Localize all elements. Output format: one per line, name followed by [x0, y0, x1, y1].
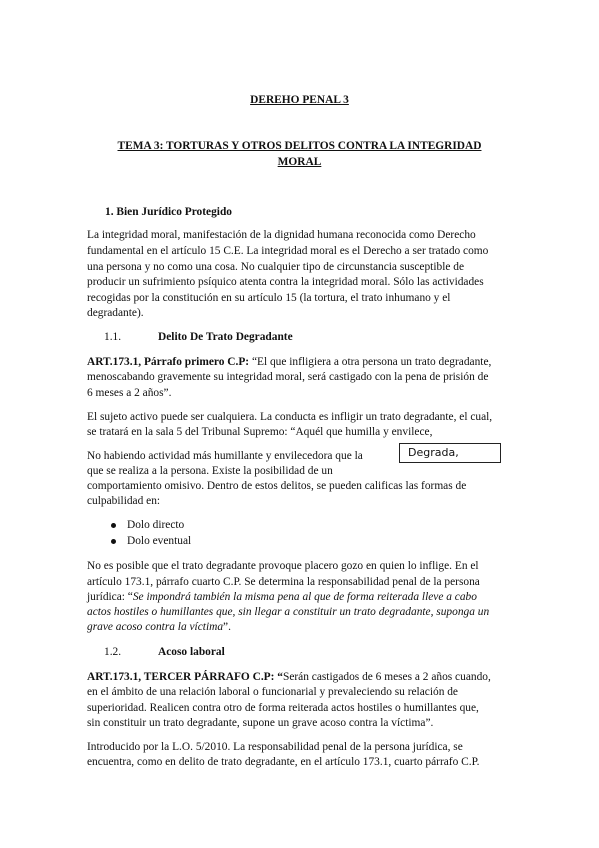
- paragraph-line: [87, 590, 477, 606]
- article-line: menoscabando gravemente su integridad moral, será castigado con la pena de prisión de: [87, 371, 489, 383]
- paragraph-text: jurídica: “: [87, 591, 133, 603]
- article-reference: ART.173.1, TERCER PÁRRAFO C.P: “: [87, 671, 283, 683]
- paragraph-line: No es posible que el trato degradante provoque placero gozo en quien lo inflige. En el: [87, 560, 479, 572]
- article-line: [87, 355, 491, 371]
- paragraph-line: No habiendo actividad más humillante y envilecedora que la: [87, 450, 363, 462]
- paragraph-line: que se realiza a la persona. Existe la posibilidad de un: [87, 465, 333, 477]
- article-line: 6 meses a 2 años”.: [87, 387, 172, 399]
- document-title: DEREHO PENAL 3: [250, 94, 349, 106]
- paragraph-line: fundamental en el artículo 15 C.E. La integridad moral es el Derecho a ser tratado como: [87, 245, 489, 257]
- bullet-icon: [111, 523, 116, 528]
- paragraph-line: encuentra, como en delito de trato degradante, en el artículo 173.1, cuarto párrafo C.P.: [87, 756, 480, 768]
- article-line: [87, 670, 491, 686]
- paragraph-line: El sujeto activo puede ser cualquiera. La conducta es infligir un trato degradante, el cual,: [87, 411, 493, 423]
- quoted-text: Se impondrá también la misma pena al que de forma reiterada lleve a cabo: [132, 591, 477, 603]
- article-line: en el ámbito de una relación laboral o funcionarial y prevaleciendo su relación de: [87, 686, 458, 698]
- article-line: superioridad. Realicen contra otro de forma reiterada actos hostiles o humillantes que,: [87, 702, 479, 714]
- paragraph-line: La integridad moral, manifestación de la dignidad humana reconocida como Derecho: [87, 229, 476, 241]
- subsection-number: 1.2.: [104, 646, 122, 658]
- article-reference: ART.173.1, Párrafo primero C.P:: [87, 356, 250, 368]
- quoted-text: actos hostiles o humillantes que, sin llegar a constituir un trato degradante, suponga un: [87, 606, 490, 618]
- paragraph-line: [87, 620, 231, 636]
- list-item: Dolo eventual: [127, 535, 192, 547]
- bullet-icon: [111, 539, 116, 544]
- text-box[interactable]: Degrada,: [399, 443, 501, 463]
- subsection-heading: Acoso laboral: [158, 646, 225, 658]
- paragraph-line: culpabilidad en:: [87, 495, 161, 507]
- topic-heading-line2: MORAL: [277, 156, 322, 168]
- article-text: “El que infligiera a otra persona un trato degradante,: [249, 356, 492, 368]
- paragraph-line: Introducido por la L.O. 5/2010. La responsabilidad penal de la persona jurídica, se: [87, 741, 463, 753]
- quoted-text: grave acoso contra la víctima: [87, 621, 224, 633]
- subsection-heading: Delito De Trato Degradante: [158, 331, 293, 343]
- article-line: sin constituir un trato degradante, supone un grave acoso contra la víctima”.: [87, 717, 434, 729]
- paragraph-line: se tratará en la sala 5 del Tribunal Supremo: “Aquél que humilla y envilece,: [87, 426, 433, 438]
- paragraph-line: producir un sufrimiento psíquico atenta contra la integridad moral. Sólo las actividades: [87, 276, 484, 288]
- list-item: Dolo directo: [127, 519, 185, 531]
- topic-heading-line1: TEMA 3: TORTURAS Y OTROS DELITOS CONTRA LA INTEGRIDAD: [117, 140, 482, 152]
- section1-heading: 1. Bien Jurídico Protegido: [105, 206, 232, 218]
- paragraph-line: comportamiento omisivo. Dentro de estos delitos, se pueden calificas las formas de: [87, 480, 467, 492]
- paragraph-line: una persona y no como una cosa. No cualquier tipo de circunstancia susceptible de: [87, 261, 465, 273]
- paragraph-text: ”.: [223, 621, 231, 633]
- article-text: Serán castigados de 6 meses a 2 años cuando,: [282, 671, 491, 683]
- paragraph-line: degradante).: [87, 307, 144, 319]
- subsection-number: 1.1.: [104, 331, 122, 343]
- paragraph-line: artículo 173.1, párrafo cuarto C.P. Se determina la responsabilidad penal de la persona: [87, 576, 480, 588]
- paragraph-line: recogidas por la constitución en su artículo 15 (la tortura, el trato inhumano y el: [87, 292, 451, 304]
